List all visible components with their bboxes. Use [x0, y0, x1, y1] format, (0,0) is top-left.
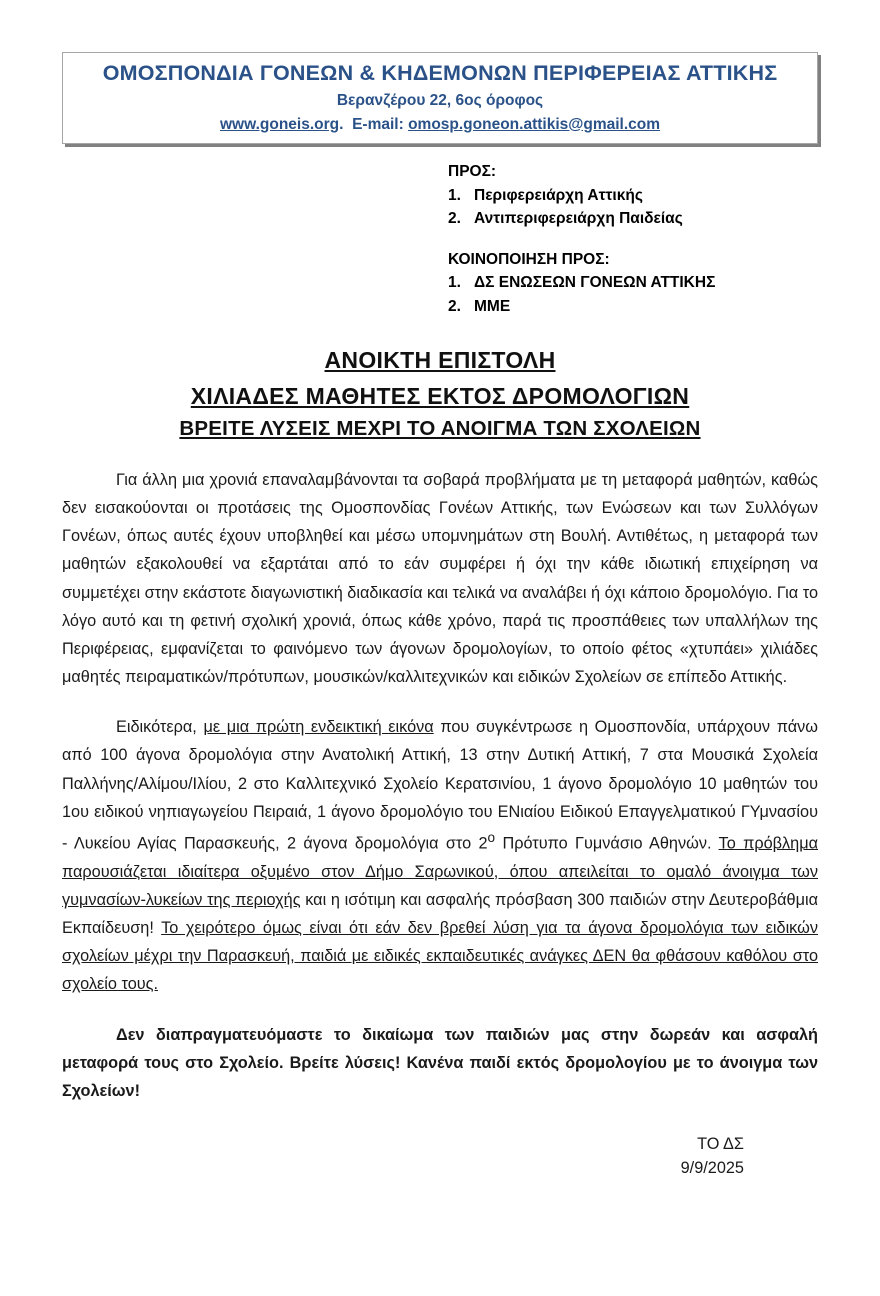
list-item-label: Αντιπεριφερειάρχη Παιδείας [474, 210, 683, 228]
paragraph-two [62, 713, 818, 998]
subtitle-primary: ΧΙΛΙΑΔΕΣ ΜΑΘΗΤΕΣ ΕΚΤΟΣ ΔΡΟΜΟΛΟΓΙΩΝ [190, 382, 690, 409]
paragraph-three-text: Δεν διαπραγματευόμαστε το δικαίωμα των παιδιών μας στην δωρεάν και ασφαλή μεταφορά τους στο Σχολείο. Βρείτε λύσεις! Κανένα παιδί εκτός δρομολογίου με το άνοιγμα των Σχολείων! [62, 1025, 818, 1100]
paragraph-two-emphasis-two: Το πρόβλημα παρουσιάζεται ιδιαίτερα οξυμένο στον Δήμο Σαρωνικού, όπου απειλείται το ομαλό άνοιγμα των γυμνασίων-λυκείων της περιοχής [62, 834, 819, 909]
list-item-number: 2. [448, 297, 461, 315]
list-item-label: Περιφερειάρχη Αττικής [474, 186, 643, 204]
list-item-number: 1. [448, 186, 461, 204]
to-list [448, 184, 880, 231]
list-item [448, 271, 880, 295]
page-title: ΑΝΟΙΚΤΗ ΕΠΙΣΤΟΛΗ [324, 347, 556, 374]
subtitle-secondary: ΒΡΕΙΤΕ ΛΥΣΕΙΣ ΜΕΧΡΙ ΤΟ ΑΝΟΙΓΜΑ ΤΩΝ ΣΧΟΛΕΙΩΝ [179, 417, 701, 441]
signature-author: ΤΟ ΔΣ [697, 1135, 744, 1154]
email-label: E-mail: [352, 115, 404, 133]
recipients-spacer [448, 231, 880, 248]
paragraph-two-body-cont2: και η ισότιμη και ασφαλής πρόσβαση 300 παιδιών στην Δευτεροβάθμια Εκπαίδευση! [62, 890, 818, 937]
document-title-block [0, 344, 880, 443]
ordinal-superscript: ο [487, 830, 496, 846]
list-item-number: 2. [448, 210, 461, 228]
organization-address: Βερανζέρου 22, 6ος όροφος [336, 92, 544, 110]
signature-block [62, 1133, 744, 1180]
website-suffix: . [339, 115, 344, 133]
document-body [62, 466, 818, 1181]
list-item [448, 295, 880, 319]
cc-heading: ΚΟΙΝΟΠΟΙΗΣΗ ΠΡΟΣ: [448, 250, 610, 268]
recipients-block [0, 160, 880, 318]
paragraph-one-text: Για άλλη μια χρονιά επαναλαμβάνονται τα σοβαρά προβλήματα με τη μεταφορά μαθητών, καθώς δεν εισακούονται οι προτάσεις της Ομοσπονδίας Γονέων Αττικής, των Ενώσεων και των Συλλόγων Γονέων, όπως αυτές έχουν υποβληθεί και μέσω υπομνημάτων στη Βουλή. Αντιθέτως, η μεταφορά των μαθητών εξακολουθεί να εξαρτάται από το εάν συμφέρει ή όχι την κάθε ιδιωτική επιχείρηση να συμμετέχει στην εκάστοτε διαγωνιστική διαδικασία και τελικά να αναλάβει ή όχι κάποιο δρομολόγιο. Για το λόγο αυτό και τη φετινή σχολική χρονιά, όπως κάθε χρόνο, παρά τις προσπάθειες των υπαλλήλων της Περιφέρειας, εμφανίζεται το φαινόμενο των άγονων δρομολογίων, το οποίο φέτος «χτυπάει» χιλιάδες μαθητές πειραματικών/πρότυπων, μουσικών/καλλιτεχνικών και ειδικών Σχολείων σε επίπεδο Αττικής. [62, 470, 818, 687]
paragraph-two-emphasis-one: με μια πρώτη ενδεικτική εικόνα [203, 718, 434, 737]
organization-title: ΟΜΟΣΠΟΝΔΙΑ ΓΟΝΕΩΝ & ΚΗΔΕΜΟΝΩΝ ΠΕΡΙΦΕΡΕΙΑΣ ΑΤΤΙΚΗΣ [102, 61, 778, 85]
signature-date: 9/9/2025 [680, 1158, 744, 1177]
cc-list [448, 271, 880, 318]
website-link[interactable]: www.goneis.org [219, 115, 340, 133]
list-item-label: ΔΣ ΕΝΩΣΕΩΝ ΓΟΝΕΩΝ ΑΤΤΙΚΗΣ [474, 274, 716, 292]
email-link[interactable]: omosp.goneon.attikis@gmail.com [408, 115, 661, 133]
paragraph-three [62, 1021, 818, 1106]
paragraph-one [62, 466, 818, 692]
to-heading: ΠΡΟΣ: [448, 163, 497, 181]
paragraph-two-body-cont: Πρότυπο Γυμνάσιο Αθηνών. [495, 834, 719, 853]
organization-contact [73, 115, 807, 134]
paragraph-two-intro: Ειδικότερα, [116, 718, 204, 737]
letterhead-box [62, 52, 818, 144]
list-item-label: ΜΜΕ [474, 297, 511, 315]
paragraph-two-body: που συγκέντρωσε η Ομοσπονδία, υπάρχουν πάνω από 100 άγονα δρομολόγια στην Ανατολική Αττική, 13 στην Δυτική Αττική, 7 στα Μουσικά Σχολεία Παλλήνης/Αλίμου/Ιλίου, 2 στο Καλλιτεχνικό Σχολείο Κερατσινίου, 1 άγονο δρομολόγιο 10 μαθητών του 1ου ειδικού νηπιαγωγείου Πειραιά, 1 άγονο δρομολόγιο του ΕΝιαίου Ειδικού Επαγγελματικού ΓΥμνασίου - Λυκείου Αγίας Παρασκευής, 2 άγονα δρομολόγια στο 2 [62, 718, 818, 853]
list-item [448, 207, 880, 231]
list-item [448, 184, 880, 208]
document-page [0, 52, 880, 1296]
paragraph-two-emphasis-three: Το χειρότερο όμως είναι ότι εάν δεν βρεθεί λύση για τα άγονα δρομολόγια των ειδικών σχολείων μέχρι την Παρασκευή, παιδιά με ειδικές εκπαιδευτικές ανάγκες ΔΕΝ θα φθάσουν καθόλου στο σχολείο τους. [62, 919, 818, 994]
list-item-number: 1. [448, 274, 461, 292]
